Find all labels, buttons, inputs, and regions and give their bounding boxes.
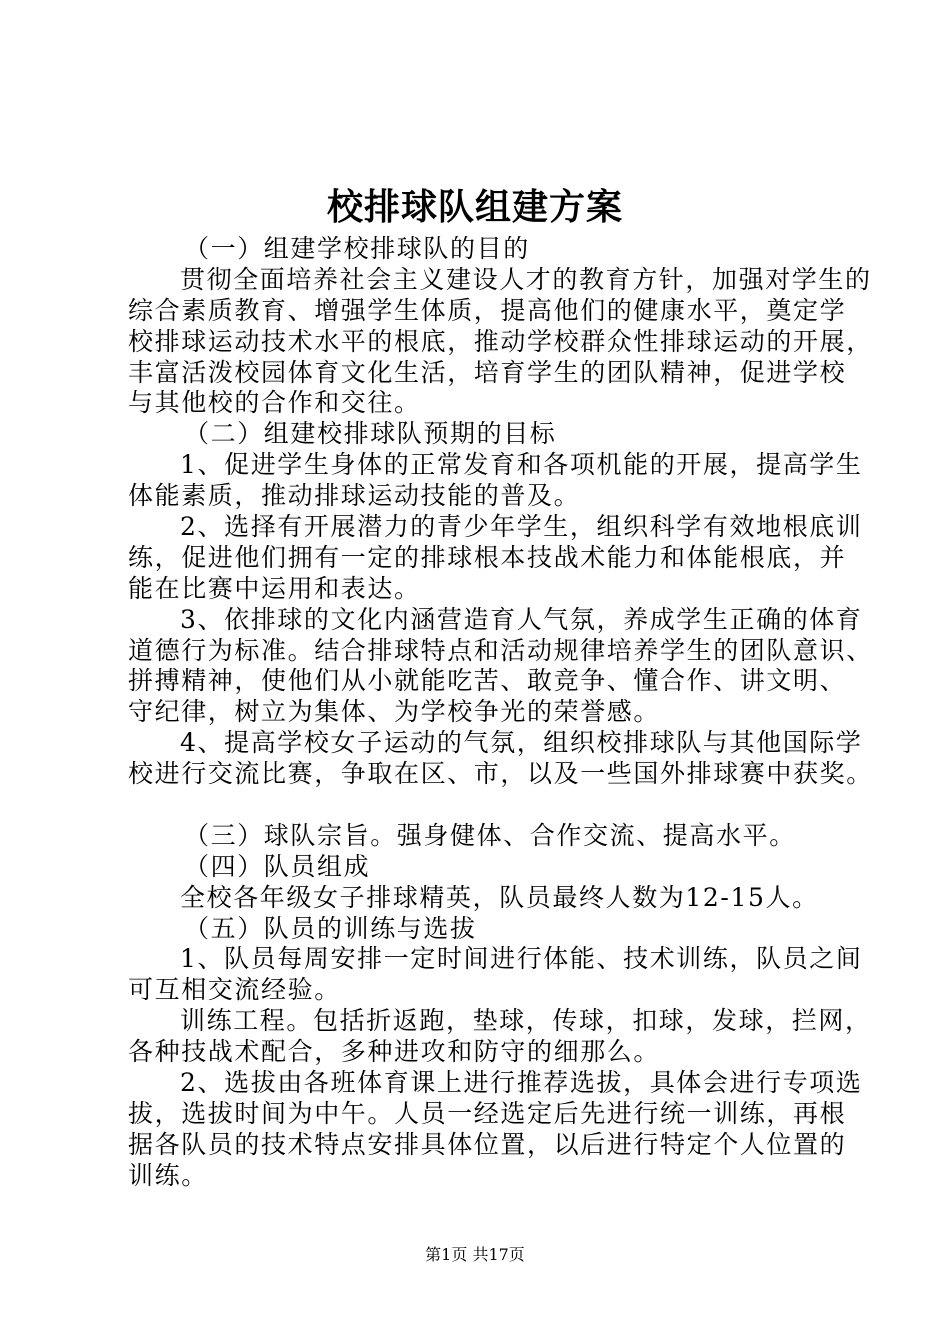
section-heading: （一）组建学校排球队的目的 (184, 234, 530, 263)
section-heading: （四）队员组成 (184, 851, 371, 881)
page-number-footer: 第1页 共17页 (425, 1245, 525, 1264)
paragraph-line: 据各队员的技术特点安排具体位置，以后进行特定个人位置的 (128, 1129, 847, 1159)
paragraph-line: 与其他校的合作和交往。 (128, 388, 421, 418)
document-title: 校排球队组建方案 (326, 186, 623, 228)
paragraph-line: 1、促进学生身体的正常发育和各项机能的开展，提高学生 (180, 450, 863, 480)
document-body (128, 234, 873, 1192)
paragraph-line: 守纪律，树立为集体、为学校争光的荣誉感。 (128, 697, 661, 727)
paragraph-line: 训练。 (128, 1160, 208, 1190)
blank-line (128, 790, 840, 821)
paragraph-line: 能在比赛中运用和表达。 (128, 573, 421, 603)
section-heading: （三）球队宗旨。强身健体、合作交流、提高水平。 (184, 820, 796, 850)
paragraph-line: 贯彻全面培养社会主义建设人才的教育方针，加强对学生的 (180, 264, 872, 294)
paragraph-line: 训练工程。包括折返跑，垫球，传球，扣球，发球，拦网， (180, 1006, 872, 1036)
paragraph-line: 道德行为标准。结合排球特点和活动规律培养学生的团队意识、 (128, 635, 873, 665)
paragraph-line: 可互相交流经验。 (128, 975, 341, 1005)
paragraph-line: 拔，选拔时间为中午。人员一经选定后先进行统一训练，再根 (128, 1098, 847, 1128)
section-heading: （二）组建校排球队预期的目标 (184, 419, 557, 449)
paragraph-line: 拼搏精神，使他们从小就能吃苦、敢竞争、懂合作、讲文明、 (128, 666, 847, 696)
paragraph-line: 2、选择有开展潜力的青少年学生，组织科学有效地根底训 (180, 512, 863, 542)
section-heading: （五）队员的训练与选拔 (184, 913, 477, 943)
paragraph-line: 校进行交流比赛，争取在区、市，以及一些国外排球赛中获奖。 (128, 759, 873, 789)
paragraph-line: 1、队员每周安排一定时间进行体能、技术训练，队员之间 (180, 944, 863, 974)
paragraph-line: 全校各年级女子排球精英，队员最终人数为12-15人。 (180, 882, 819, 912)
paragraph-line: 4、提高学校女子运动的气氛，组织校排球队与其他国际学 (180, 728, 863, 758)
paragraph-line: 2、选拔由各班体育课上进行推荐选拔，具体会进行专项选 (180, 1068, 863, 1098)
paragraph-line: 练，促进他们拥有一定的排球根本技战术能力和体能根底，并 (128, 542, 847, 572)
paragraph-line: 校排球运动技术水平的根底，推动学校群众性排球运动的开展， (128, 326, 873, 356)
paragraph-line: 各种技战术配合，多种进攻和防守的细那么。 (128, 1037, 661, 1067)
paragraph-line: 综合素质教育、增强学生体质，提高他们的健康水平，奠定学 (128, 295, 847, 325)
paragraph-line: 3、依排球的文化内涵营造育人气氛，养成学生正确的体育 (180, 604, 863, 634)
paragraph-line: 体能素质，推动排球运动技能的普及。 (128, 481, 581, 511)
paragraph-line: 丰富活泼校园体育文化生活，培育学生的团队精神，促进学校 (128, 357, 847, 387)
